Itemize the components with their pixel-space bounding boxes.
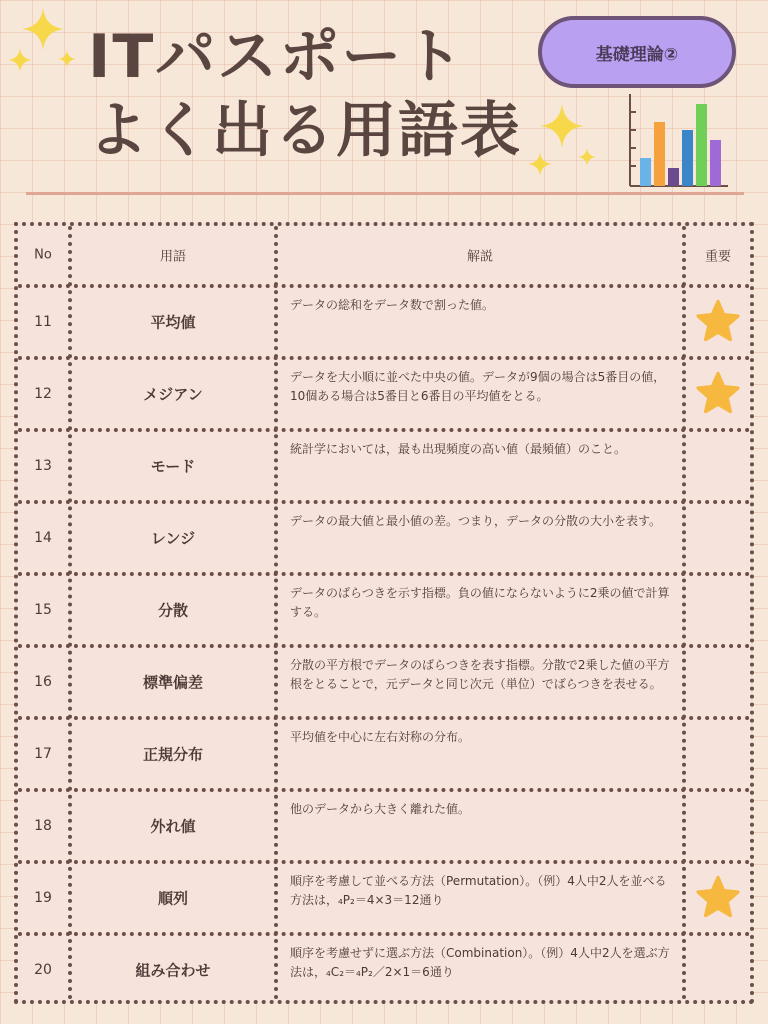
row-term: 標準偏差 <box>142 673 203 692</box>
table-row <box>18 644 750 716</box>
sparkle-icon <box>528 152 552 176</box>
table-row <box>18 716 750 788</box>
row-description: 順序を考慮して並べる方法（Permutation）。（例）4人中2人を並べる方法は，₄P₂＝4×3＝12通り <box>290 874 667 907</box>
title-line-1: ITパスポート <box>88 22 466 92</box>
table-row <box>18 572 750 644</box>
table-row <box>18 284 750 356</box>
header-no: No <box>34 247 52 263</box>
row-term: モード <box>150 457 196 476</box>
sparkle-icon <box>58 50 76 68</box>
row-term: 外れ値 <box>150 817 196 836</box>
row-description: データのばらつきを示す指標。負の値にならないように2乗の値で計算する。 <box>290 586 670 619</box>
row-number: 18 <box>34 818 52 834</box>
row-description: 他のデータから大きく離れた値。 <box>290 802 471 816</box>
row-term: メジアン <box>143 385 203 404</box>
row-description: データを大小順に並べた中央の値。データが9個の場合は5番目の値，10個ある場合は5番目と6番目の平均値をとる。 <box>290 370 666 403</box>
star-icon <box>694 875 742 921</box>
star-icon <box>694 371 742 417</box>
title-line-2: よく出る用語表 <box>88 96 522 166</box>
row-number: 14 <box>34 530 52 546</box>
sparkle-icon <box>540 104 584 148</box>
table-row <box>18 788 750 860</box>
row-number: 15 <box>34 602 52 618</box>
header-description: 解説 <box>466 249 493 265</box>
page-title <box>88 20 522 168</box>
row-number: 11 <box>34 314 52 330</box>
bar-chart-icon <box>620 92 732 190</box>
row-description: 統計学においては，最も出現頻度の高い値（最頻値）のこと。 <box>290 442 627 456</box>
table-row <box>18 860 750 932</box>
row-term: 組み合わせ <box>135 961 211 980</box>
table-row <box>18 500 750 572</box>
row-number: 20 <box>34 962 52 978</box>
table-header <box>18 226 750 284</box>
row-number: 13 <box>34 458 52 474</box>
row-description: 平均値を中心に左右対称の分布。 <box>290 730 471 744</box>
header-importance: 重要 <box>704 249 731 265</box>
table-row <box>18 932 750 1004</box>
table-row <box>18 428 750 500</box>
row-term: レンジ <box>150 529 196 548</box>
row-number: 19 <box>34 890 52 906</box>
divider <box>26 192 744 195</box>
sparkle-icon <box>8 48 32 72</box>
row-description: 分散の平方根でデータのばらつきを表す指標。分散で2乗した値の平方根をとることで，元データと同じ次元（単位）でばらつきを表せる。 <box>290 658 670 691</box>
row-number: 16 <box>34 674 52 690</box>
row-term: 正規分布 <box>142 745 203 764</box>
star-icon <box>694 299 742 345</box>
header-term: 用語 <box>159 249 186 265</box>
category-badge: 基礎理論② <box>538 16 736 88</box>
row-description: 順序を考慮せずに選ぶ方法（Combination）。（例）4人中2人を選ぶ方法は，₄C₂＝₄P₂／2×1＝6通り <box>290 946 670 979</box>
row-description: データの最大値と最小値の差。つまり，データの分散の大小を表す。 <box>290 514 662 528</box>
row-description: データの総和をデータ数で割った値。 <box>290 298 495 312</box>
terms-table <box>14 222 754 1004</box>
table-row <box>18 356 750 428</box>
row-number: 17 <box>34 746 52 762</box>
row-term: 分散 <box>157 601 188 620</box>
sparkle-icon <box>22 8 64 50</box>
row-term: 順列 <box>157 889 188 908</box>
row-term: 平均値 <box>150 313 196 332</box>
sparkle-icon <box>578 148 596 166</box>
row-number: 12 <box>34 386 52 402</box>
